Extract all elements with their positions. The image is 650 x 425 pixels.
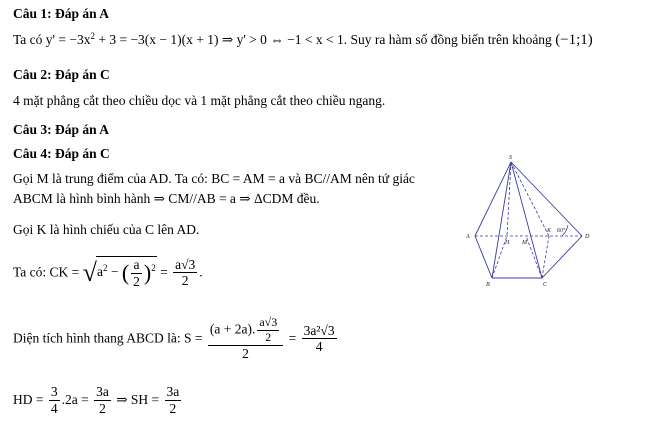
area-den: 2 — [242, 345, 249, 361]
hd-prefix: HD = — [13, 392, 47, 408]
ck-result-den: 2 — [181, 273, 189, 289]
edge-SB — [492, 162, 511, 278]
pyramid-figure — [462, 150, 597, 290]
hd-frac-3 — [165, 384, 182, 416]
hd-formula — [13, 384, 183, 416]
hd-mid: .2a = — [61, 392, 93, 408]
ck-eq: = — [156, 264, 172, 280]
ck-radicand — [96, 256, 157, 289]
edge-SA — [475, 162, 511, 236]
q1-deriv-b: + 3 = −3(x − 1)(x + 1) ⇒ y' > 0 ⇔ −1 < x < 1. — [94, 32, 348, 47]
q1-exp: 2 — [90, 31, 95, 41]
q4-line2: ABCM là hình bình hành ⇒ CM//AB = a ⇒ ΔCDM đều. — [13, 191, 320, 206]
ck-result — [173, 257, 197, 289]
ck-minus: − — [107, 264, 122, 280]
ck-half-num: a — [131, 257, 142, 274]
edge-SD — [511, 162, 582, 236]
area-inner-num: a√3 — [259, 315, 278, 329]
area-num-a: (a + 2a). — [209, 321, 256, 337]
area-num — [208, 316, 283, 346]
hd-f3-num: 3a — [166, 384, 180, 399]
ck-formula — [13, 256, 203, 289]
hd-frac-1 — [49, 384, 60, 416]
segment-SK — [511, 162, 549, 236]
sqrt-sign: √ — [82, 257, 97, 287]
ck-prefix: Ta có: CK = — [13, 264, 83, 280]
q4-line3: Gọi K là hình chiếu của C lên AD. — [13, 222, 200, 237]
edge-SC — [511, 162, 542, 278]
hd-frac-2 — [94, 384, 111, 416]
ck-exp-1: 2 — [102, 263, 108, 274]
segment-CM — [526, 236, 542, 278]
area-result-den: 4 — [315, 339, 323, 355]
area-prefix: Diện tích hình thang ABCD là: S = — [13, 330, 206, 346]
label-B: B — [486, 282, 490, 288]
label-A: A — [466, 234, 470, 240]
area-result — [302, 323, 337, 355]
ck-a: a — [96, 264, 103, 280]
paren-close: ) — [143, 260, 152, 286]
q2-title: Câu 2: Đáp án C — [13, 67, 110, 82]
ck-half — [131, 257, 142, 289]
hd-f3-den: 2 — [169, 400, 177, 416]
area-inner-den: 2 — [265, 329, 272, 344]
hd-f1-den: 4 — [50, 400, 58, 416]
hd-f2-den: 2 — [99, 400, 106, 416]
hd-f1-num: 3 — [50, 384, 58, 399]
q4-title: Câu 4: Đáp án C — [13, 146, 110, 161]
label-H: H — [505, 240, 510, 246]
label-M: M — [522, 240, 527, 246]
area-result-num: 3a²√3 — [303, 322, 335, 338]
hd-arrow: ⇒ SH = — [112, 392, 163, 408]
q1-line — [13, 33, 593, 48]
label-D: D — [585, 234, 590, 240]
paren-open: ( — [121, 260, 130, 286]
q1-conclusion: Suy ra hàm số đồng biến trên khoảng — [347, 32, 556, 47]
q3-title: Câu 3: Đáp án A — [13, 122, 110, 137]
q1-interval: (−1;1) — [555, 32, 593, 48]
area-fraction — [208, 316, 283, 361]
area-formula — [13, 316, 339, 361]
edge-AB — [475, 236, 492, 278]
ck-half-den: 2 — [133, 273, 140, 289]
area-eq: = — [285, 330, 300, 346]
ck-exp-2: 2 — [151, 263, 156, 274]
ck-end: . — [199, 264, 203, 280]
hd-f2-num: 3a — [96, 384, 109, 399]
label-S: S — [509, 155, 512, 161]
q4-line1: Gọi M là trung điểm của AD. Ta có: BC = AM = a và BC//AM nên tứ giác — [13, 171, 415, 186]
q1-prefix: Ta có — [13, 32, 46, 47]
label-K: K — [547, 228, 552, 234]
label-angle: 60° — [557, 228, 566, 234]
q1-deriv-a: y' = −3x — [45, 32, 91, 47]
q1-title: Câu 1: Đáp án A — [13, 6, 110, 21]
area-inner-frac — [257, 316, 279, 345]
ck-result-num: a√3 — [175, 256, 196, 272]
q2-text: 4 mặt phẳng cắt theo chiều dọc và 1 mặt phẳng cắt theo chiều ngang. — [13, 93, 386, 108]
label-C: C — [543, 282, 548, 288]
